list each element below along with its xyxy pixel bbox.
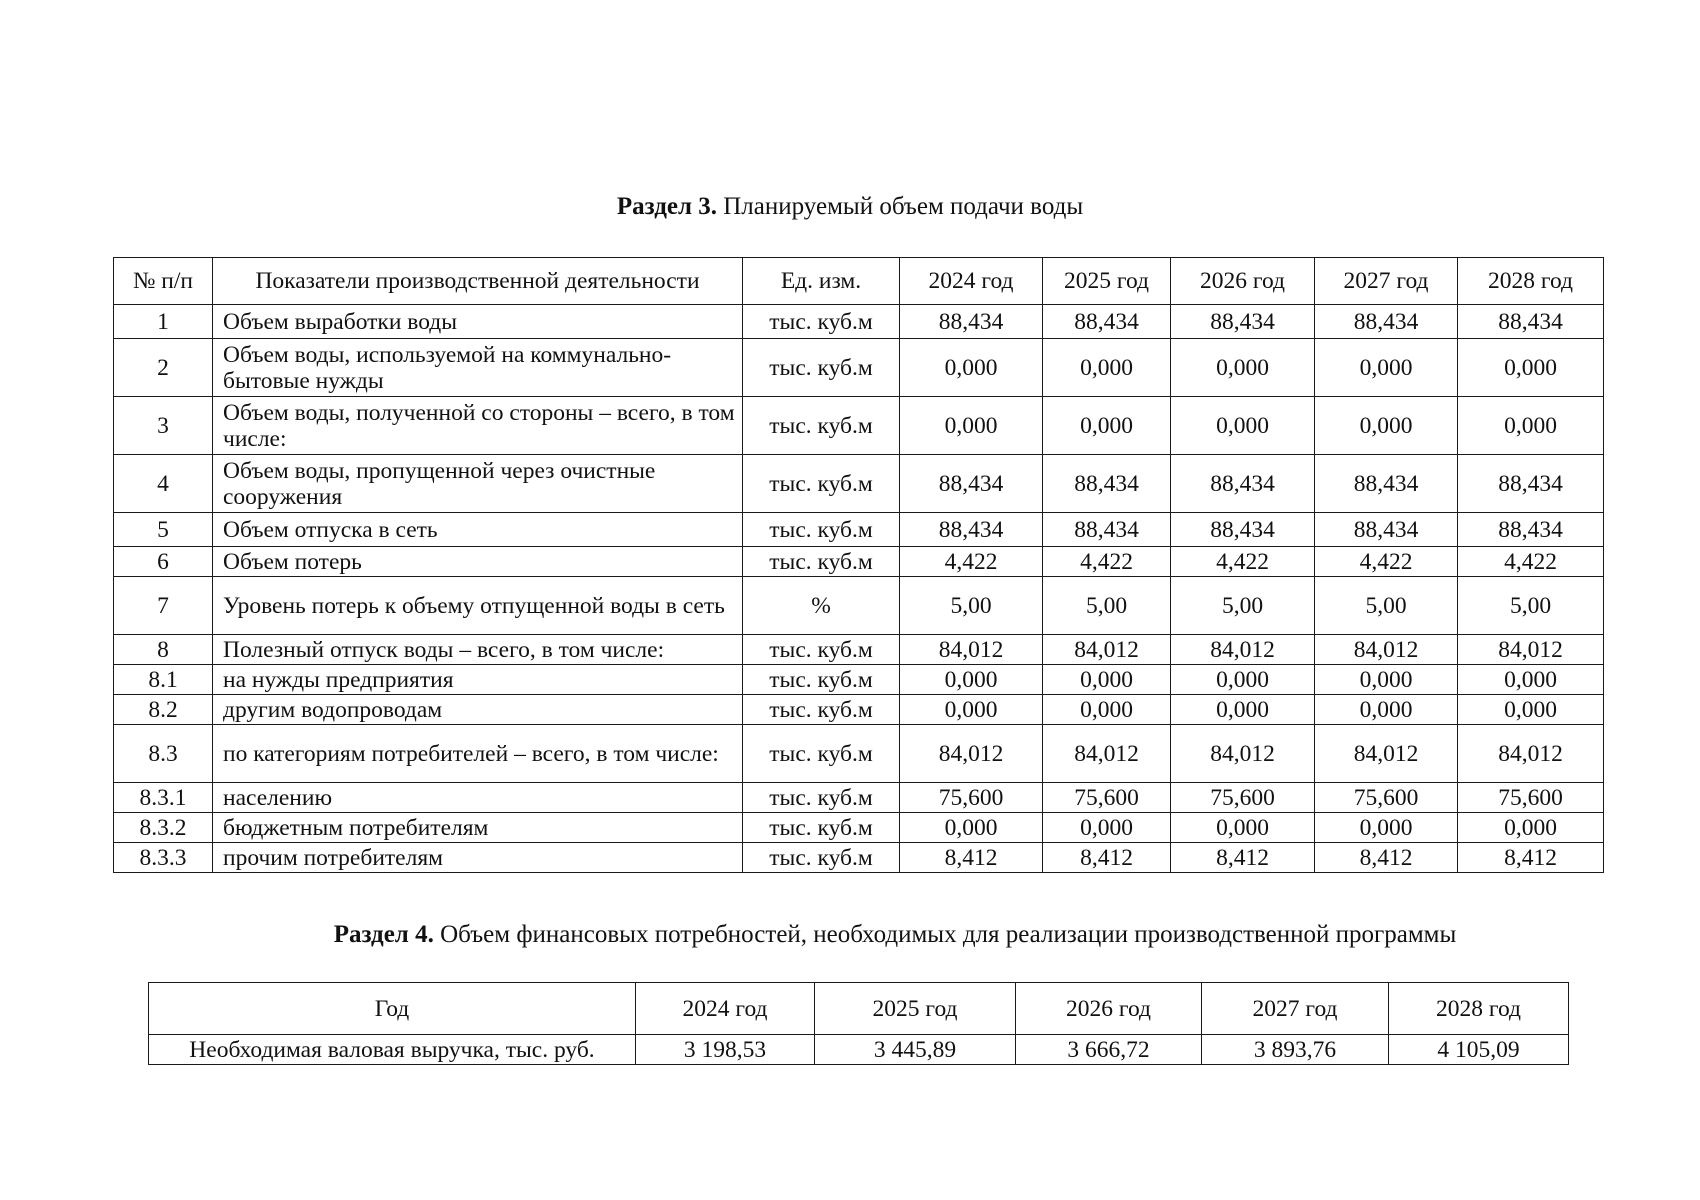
- row-value-2025: 75,600: [1043, 783, 1171, 813]
- water-supply-table: [113, 257, 1604, 873]
- row-value-2024: 84,012: [900, 725, 1043, 783]
- row-value-2024: 5,00: [900, 577, 1043, 635]
- row-value-2024: 4,422: [900, 547, 1043, 577]
- row-value-2026: 0,000: [1171, 813, 1315, 843]
- table-row: [114, 513, 1604, 547]
- row-indicator: населению: [213, 783, 743, 813]
- row-value-2028: 88,434: [1458, 513, 1604, 547]
- row-value-2027: 0,000: [1315, 813, 1458, 843]
- table-row: [114, 843, 1604, 873]
- row-value-2026: 88,434: [1171, 305, 1315, 339]
- row-number: 8.3.1: [114, 783, 213, 813]
- row-unit: тыс. куб.м: [743, 397, 900, 455]
- row-value-2024: 8,412: [900, 843, 1043, 873]
- header-2026: 2026 год: [1016, 983, 1202, 1035]
- row-indicator: Объем отпуска в сеть: [213, 513, 743, 547]
- row-value-2028: 4,422: [1458, 547, 1604, 577]
- row-value-2026: 75,600: [1171, 783, 1315, 813]
- row-number: 2: [114, 339, 213, 397]
- row-value-2027: 0,000: [1315, 339, 1458, 397]
- table-row: [114, 397, 1604, 455]
- row-value-2025: 88,434: [1043, 305, 1171, 339]
- row-value-2024: 0,000: [900, 339, 1043, 397]
- row-unit: тыс. куб.м: [743, 725, 900, 783]
- row-indicator: другим водопроводам: [213, 695, 743, 725]
- row-indicator: на нужды предприятия: [213, 665, 743, 695]
- row-value-2027: 88,434: [1315, 305, 1458, 339]
- header-2025: 2025 год: [1043, 258, 1171, 305]
- row-value-2024: 0,000: [900, 695, 1043, 725]
- row-value-2027: 0,000: [1315, 665, 1458, 695]
- revenue-label: Необходимая валовая выручка, тыс. руб.: [149, 1035, 636, 1065]
- header-2024: 2024 год: [900, 258, 1043, 305]
- revenue-2028: 4 105,09: [1389, 1035, 1569, 1065]
- row-value-2025: 84,012: [1043, 725, 1171, 783]
- row-unit: %: [743, 577, 900, 635]
- row-value-2027: 84,012: [1315, 635, 1458, 665]
- row-value-2028: 0,000: [1458, 813, 1604, 843]
- row-value-2026: 4,422: [1171, 547, 1315, 577]
- row-value-2026: 84,012: [1171, 725, 1315, 783]
- table-row: [114, 635, 1604, 665]
- revenue-2026: 3 666,72: [1016, 1035, 1202, 1065]
- row-value-2024: 0,000: [900, 813, 1043, 843]
- row-value-2028: 5,00: [1458, 577, 1604, 635]
- row-value-2024: 84,012: [900, 635, 1043, 665]
- header-unit: Ед. изм.: [743, 258, 900, 305]
- row-value-2026: 8,412: [1171, 843, 1315, 873]
- row-number: 3: [114, 397, 213, 455]
- table-row: [114, 577, 1604, 635]
- row-value-2027: 0,000: [1315, 397, 1458, 455]
- row-value-2024: 88,434: [900, 513, 1043, 547]
- row-value-2025: 88,434: [1043, 513, 1171, 547]
- section-3-title: [0, 192, 1700, 222]
- header-2028: 2028 год: [1458, 258, 1604, 305]
- row-indicator: Объем потерь: [213, 547, 743, 577]
- row-value-2025: 0,000: [1043, 813, 1171, 843]
- row-value-2025: 4,422: [1043, 547, 1171, 577]
- table-header-row: [149, 983, 1569, 1035]
- row-value-2027: 4,422: [1315, 547, 1458, 577]
- row-value-2028: 84,012: [1458, 635, 1604, 665]
- header-2028: 2028 год: [1389, 983, 1569, 1035]
- section-4-title-bold: Раздел 4.: [333, 921, 434, 948]
- header-2026: 2026 год: [1171, 258, 1315, 305]
- table-row: [114, 695, 1604, 725]
- row-number: 7: [114, 577, 213, 635]
- row-value-2025: 0,000: [1043, 397, 1171, 455]
- row-number: 8.3.3: [114, 843, 213, 873]
- row-value-2027: 88,434: [1315, 455, 1458, 513]
- row-value-2028: 88,434: [1458, 455, 1604, 513]
- header-2027: 2027 год: [1315, 258, 1458, 305]
- row-value-2026: 0,000: [1171, 397, 1315, 455]
- row-number: 8.3.2: [114, 813, 213, 843]
- row-number: 1: [114, 305, 213, 339]
- row-value-2025: 88,434: [1043, 455, 1171, 513]
- row-value-2025: 0,000: [1043, 695, 1171, 725]
- table-row: [114, 455, 1604, 513]
- row-number: 8: [114, 635, 213, 665]
- row-value-2028: 0,000: [1458, 695, 1604, 725]
- row-unit: тыс. куб.м: [743, 455, 900, 513]
- row-indicator: Полезный отпуск воды – всего, в том числе:: [213, 635, 743, 665]
- row-unit: тыс. куб.м: [743, 547, 900, 577]
- section-4-title-text: Объем финансовых потребностей, необходимых для реализации производственной программы: [433, 921, 1457, 948]
- header-year: Год: [149, 983, 636, 1035]
- revenue-2027: 3 893,76: [1202, 1035, 1389, 1065]
- financial-needs-table: [148, 982, 1569, 1065]
- row-value-2025: 0,000: [1043, 665, 1171, 695]
- row-value-2024: 0,000: [900, 397, 1043, 455]
- row-value-2026: 0,000: [1171, 339, 1315, 397]
- header-2027: 2027 год: [1202, 983, 1389, 1035]
- row-value-2028: 88,434: [1458, 305, 1604, 339]
- row-value-2027: 88,434: [1315, 513, 1458, 547]
- row-unit: тыс. куб.м: [743, 783, 900, 813]
- section-3-title-text: Планируемый объем подачи воды: [717, 193, 1084, 220]
- row-value-2026: 84,012: [1171, 635, 1315, 665]
- row-number: 8.2: [114, 695, 213, 725]
- row-indicator: Объем воды, полученной со стороны – всего, в том числе:: [213, 397, 743, 455]
- revenue-2024: 3 198,53: [636, 1035, 815, 1065]
- row-unit: тыс. куб.м: [743, 513, 900, 547]
- row-value-2026: 5,00: [1171, 577, 1315, 635]
- row-value-2027: 0,000: [1315, 695, 1458, 725]
- row-number: 5: [114, 513, 213, 547]
- table-row: [114, 813, 1604, 843]
- row-number: 8.3: [114, 725, 213, 783]
- row-value-2025: 8,412: [1043, 843, 1171, 873]
- header-num: № п/п: [114, 258, 213, 305]
- row-unit: тыс. куб.м: [743, 305, 900, 339]
- row-number: 4: [114, 455, 213, 513]
- section-3-title-bold: Раздел 3.: [616, 193, 717, 220]
- row-unit: тыс. куб.м: [743, 843, 900, 873]
- row-indicator: бюджетным потребителям: [213, 813, 743, 843]
- row-value-2028: 75,600: [1458, 783, 1604, 813]
- row-indicator: Уровень потерь к объему отпущенной воды в сеть: [213, 577, 743, 635]
- row-value-2027: 84,012: [1315, 725, 1458, 783]
- table-header-row: [114, 258, 1604, 305]
- row-value-2025: 5,00: [1043, 577, 1171, 635]
- row-value-2024: 0,000: [900, 665, 1043, 695]
- row-value-2028: 0,000: [1458, 397, 1604, 455]
- row-number: 8.1: [114, 665, 213, 695]
- row-value-2026: 88,434: [1171, 513, 1315, 547]
- row-value-2027: 75,600: [1315, 783, 1458, 813]
- row-value-2027: 8,412: [1315, 843, 1458, 873]
- header-2024: 2024 год: [636, 983, 815, 1035]
- row-indicator: Объем воды, пропущенной через очистные сооружения: [213, 455, 743, 513]
- table-row: [114, 547, 1604, 577]
- row-value-2024: 88,434: [900, 455, 1043, 513]
- row-value-2026: 0,000: [1171, 695, 1315, 725]
- section-4-title: [45, 920, 1700, 950]
- row-value-2024: 88,434: [900, 305, 1043, 339]
- row-indicator: Объем выработки воды: [213, 305, 743, 339]
- row-unit: тыс. куб.м: [743, 695, 900, 725]
- row-unit: тыс. куб.м: [743, 665, 900, 695]
- revenue-2025: 3 445,89: [815, 1035, 1016, 1065]
- row-indicator: Объем воды, используемой на коммунально-бытовые нужды: [213, 339, 743, 397]
- table-row: [149, 1035, 1569, 1065]
- row-value-2026: 88,434: [1171, 455, 1315, 513]
- table-row: [114, 665, 1604, 695]
- table-row: [114, 725, 1604, 783]
- table-row: [114, 783, 1604, 813]
- row-value-2027: 5,00: [1315, 577, 1458, 635]
- header-2025: 2025 год: [815, 983, 1016, 1035]
- row-indicator: прочим потребителям: [213, 843, 743, 873]
- row-value-2028: 0,000: [1458, 339, 1604, 397]
- row-unit: тыс. куб.м: [743, 339, 900, 397]
- row-value-2026: 0,000: [1171, 665, 1315, 695]
- row-value-2028: 84,012: [1458, 725, 1604, 783]
- row-unit: тыс. куб.м: [743, 635, 900, 665]
- row-value-2028: 0,000: [1458, 665, 1604, 695]
- row-unit: тыс. куб.м: [743, 813, 900, 843]
- row-value-2028: 8,412: [1458, 843, 1604, 873]
- table-row: [114, 305, 1604, 339]
- row-value-2025: 0,000: [1043, 339, 1171, 397]
- row-indicator: по категориям потребителей – всего, в том числе:: [213, 725, 743, 783]
- row-number: 6: [114, 547, 213, 577]
- table-row: [114, 339, 1604, 397]
- row-value-2024: 75,600: [900, 783, 1043, 813]
- row-value-2025: 84,012: [1043, 635, 1171, 665]
- header-indicator: Показатели производственной деятельности: [213, 258, 743, 305]
